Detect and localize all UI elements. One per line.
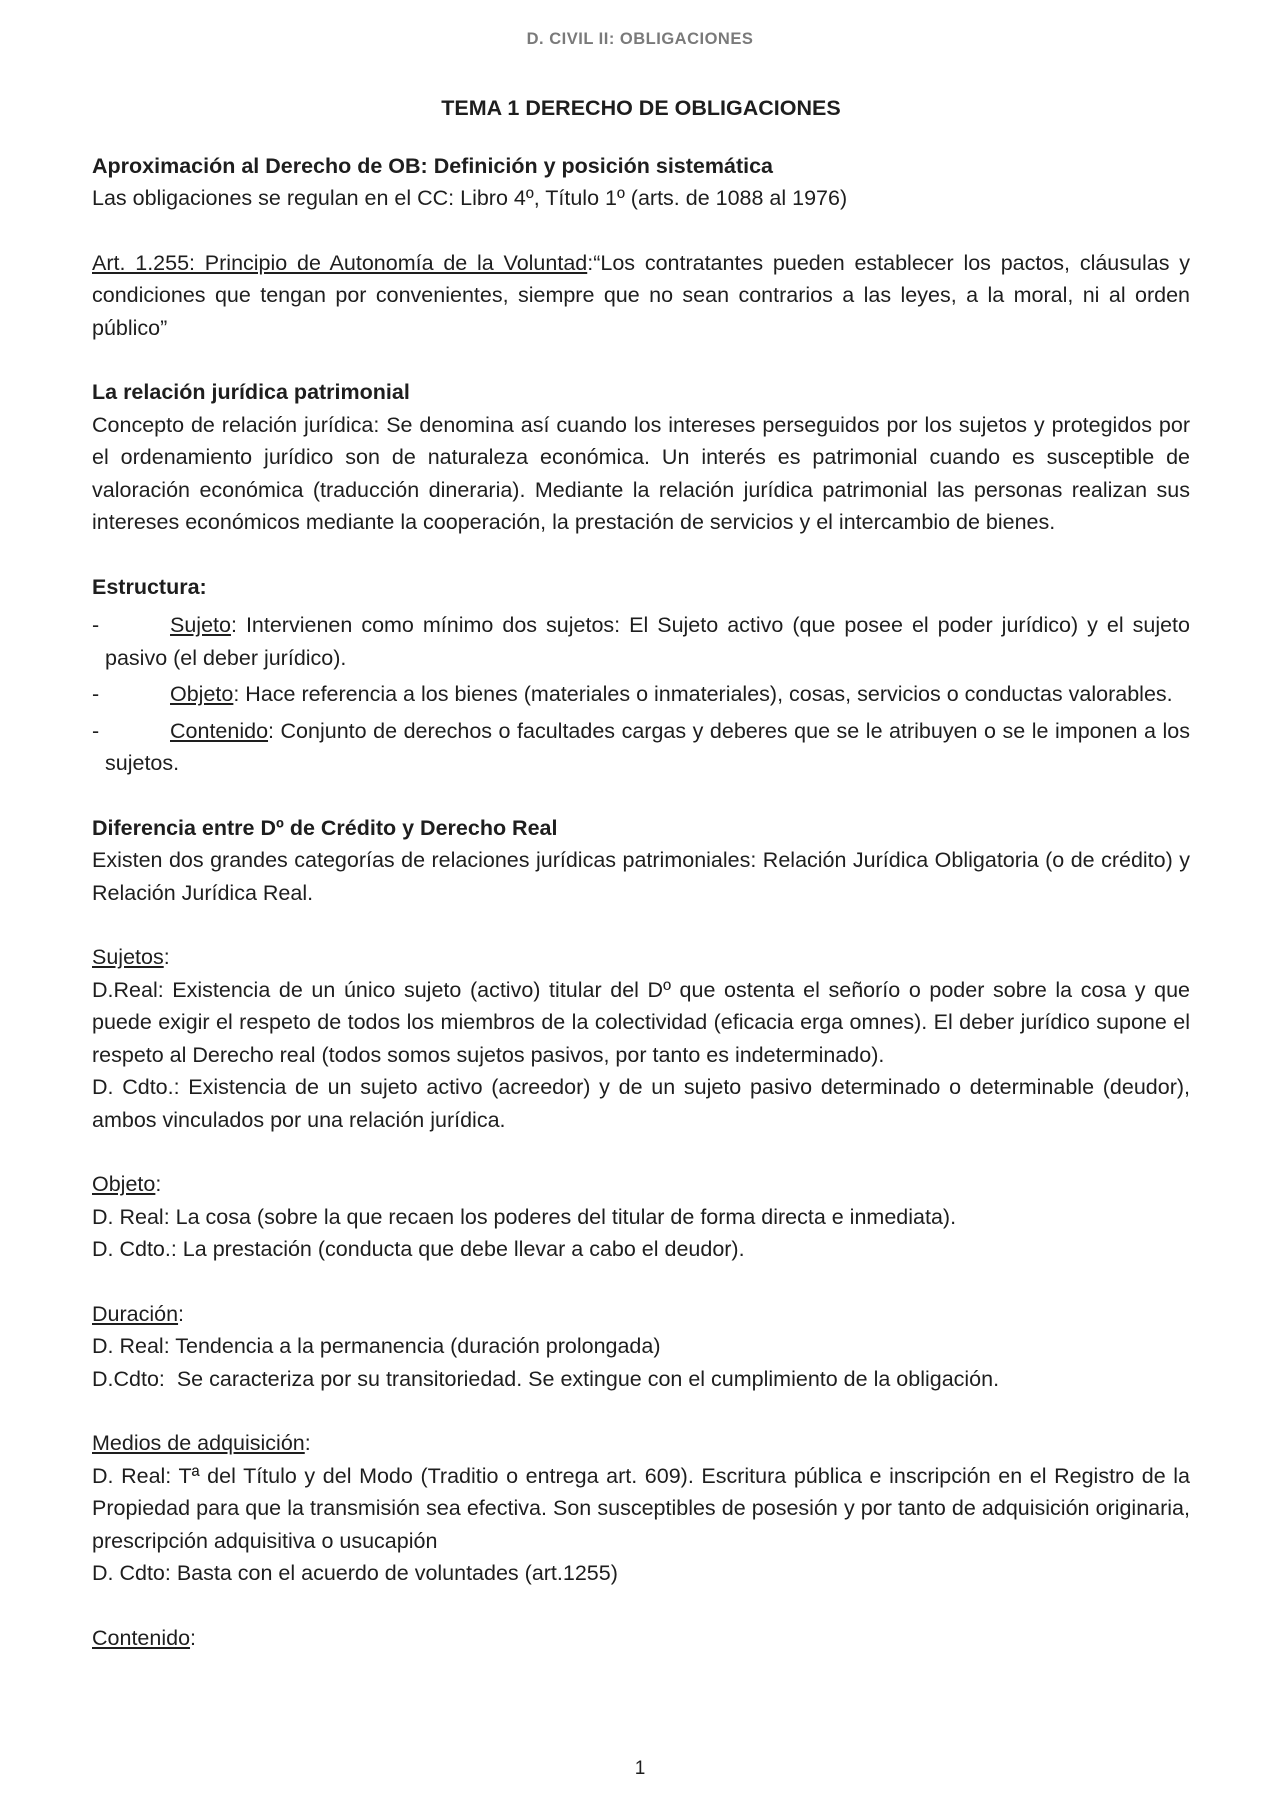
article-1255-label: Art. 1.255: Principio de Autonomía de la Voluntad xyxy=(92,250,588,275)
list-item-text: : Intervienen como mínimo dos sujetos: El Sujeto activo (que posee el poder jurídico) y el sujeto pasivo (el deber jurídico). xyxy=(105,613,1190,670)
running-header: D. CIVIL II: OBLIGACIONES xyxy=(526,30,754,48)
list-item: - Sujeto: Intervienen como mínimo dos sujetos: El Sujeto activo (que posee el poder jurídico) y el sujeto pasivo (el deber jurídico). xyxy=(92,613,1190,670)
section-text-aproximacion: Las obligaciones se regulan en el CC: Libro 4º, Título 1º (arts. de 1088 al 1976) xyxy=(92,186,848,210)
section-text-relacion: Concepto de relación jurídica: Se denomina así cuando los intereses perseguidos por los sujetos y protegidos por el ordenamiento jurídico son de naturaleza económica. Un interés es patrimonial cuando es susceptible de valoración económica (traducción dineraria). Mediante la relación jurídica patrimonial las personas realizan sus intereses económicos mediante la cooperación, la prestación de servicios y el intercambio de bienes. xyxy=(92,412,1190,534)
section-heading-estructura: Estructura: xyxy=(92,574,207,599)
document-title: TEMA 1 DERECHO DE OBLIGACIONES xyxy=(441,96,841,120)
subsection-duracion-label: Duración: xyxy=(92,1301,185,1326)
estructura-list xyxy=(92,609,1190,780)
list-item-term: Contenido xyxy=(170,718,269,743)
list-item-text: : Hace referencia a los bienes (materiales o inmateriales), cosas, servicios o conductas valorables. xyxy=(233,682,1173,706)
article-1255-text: :“Los contratantes pueden establecer los pactos, cláusulas y condiciones que tengan por convenientes, siempre que no sean contrarios a las leyes, a la moral, ni al orden público” xyxy=(92,250,1190,340)
section-heading-aproximacion: Aproximación al Derecho de OB: Definición y posición sistemática xyxy=(92,153,774,178)
document-body xyxy=(92,92,1190,1654)
sujetos-real: D.Real: Existencia de un único sujeto (activo) titular del Dº que ostenta el señorío o poder sobre la cosa y que puede exigir el respeto de todos los miembros de la colectividad (eficacia erga omnes). El deber jurídico supone el respeto al Derecho real (todos somos sujetos pasivos, por tanto es indeterminado). xyxy=(92,977,1190,1067)
page-number: 1 xyxy=(634,1758,646,1779)
list-item-text: : Conjunto de derechos o facultades cargas y deberes que se le atribuyen o se le imponen a los sujetos. xyxy=(105,718,1190,775)
duracion-real: D. Real: Tendencia a la permanencia (duración prolongada) xyxy=(92,1334,661,1358)
article-1255-paragraph xyxy=(92,247,1190,345)
list-item-term: Objeto xyxy=(170,682,234,706)
subsection-sujetos-label: Sujetos: xyxy=(92,945,170,969)
medios-real: D. Real: Tª del Título y del Modo (Traditio o entrega art. 609). Escritura pública e inscripción en el Registro de la Propiedad para que la transmisión sea efectiva. Son susceptibles de posesión y por tanto de adquisición originaria, prescripción adquisitiva o usucapión xyxy=(92,1463,1190,1553)
subsection-objeto-label: Objeto: xyxy=(92,1172,162,1196)
section-text-diferencia: Existen dos grandes categorías de relaciones jurídicas patrimoniales: Relación Jurídica Obligatoria (o de crédito) y Relación Jurídica Real. xyxy=(92,848,1190,905)
objeto-cdto: D. Cdto.: La prestación (conducta que debe llevar a cabo el deudor). xyxy=(92,1237,745,1261)
medios-cdto: D. Cdto: Basta con el acuerdo de voluntades (art.1255) xyxy=(92,1561,618,1585)
subsection-contenido-label: Contenido: xyxy=(92,1625,197,1650)
duracion-cdto: D.Cdto: Se caracteriza por su transitoriedad. Se extingue con el cumplimiento de la obligación. xyxy=(92,1366,1000,1391)
section-heading-diferencia: Diferencia entre Dº de Crédito y Derecho Real xyxy=(92,815,558,840)
sujetos-cdto: D. Cdto.: Existencia de un sujeto activo (acreedor) y de un sujeto pasivo determinado o determinable (deudor), ambos vinculados por una relación jurídica. xyxy=(92,1075,1190,1132)
subsection-medios-label: Medios de adquisición: xyxy=(92,1431,311,1455)
section-heading-relacion: La relación jurídica patrimonial xyxy=(92,380,410,404)
list-item-term: Sujeto xyxy=(170,613,231,637)
list-item: - Contenido: Conjunto de derechos o facultades cargas y deberes que se le atribuyen o se le imponen a los sujetos. xyxy=(92,718,1190,775)
list-item: - Objeto: Hace referencia a los bienes (materiales o inmateriales), cosas, servicios o conductas valorables. xyxy=(92,682,1173,706)
objeto-real: D. Real: La cosa (sobre la que recaen los poderes del titular de forma directa e inmediata). xyxy=(92,1204,957,1229)
